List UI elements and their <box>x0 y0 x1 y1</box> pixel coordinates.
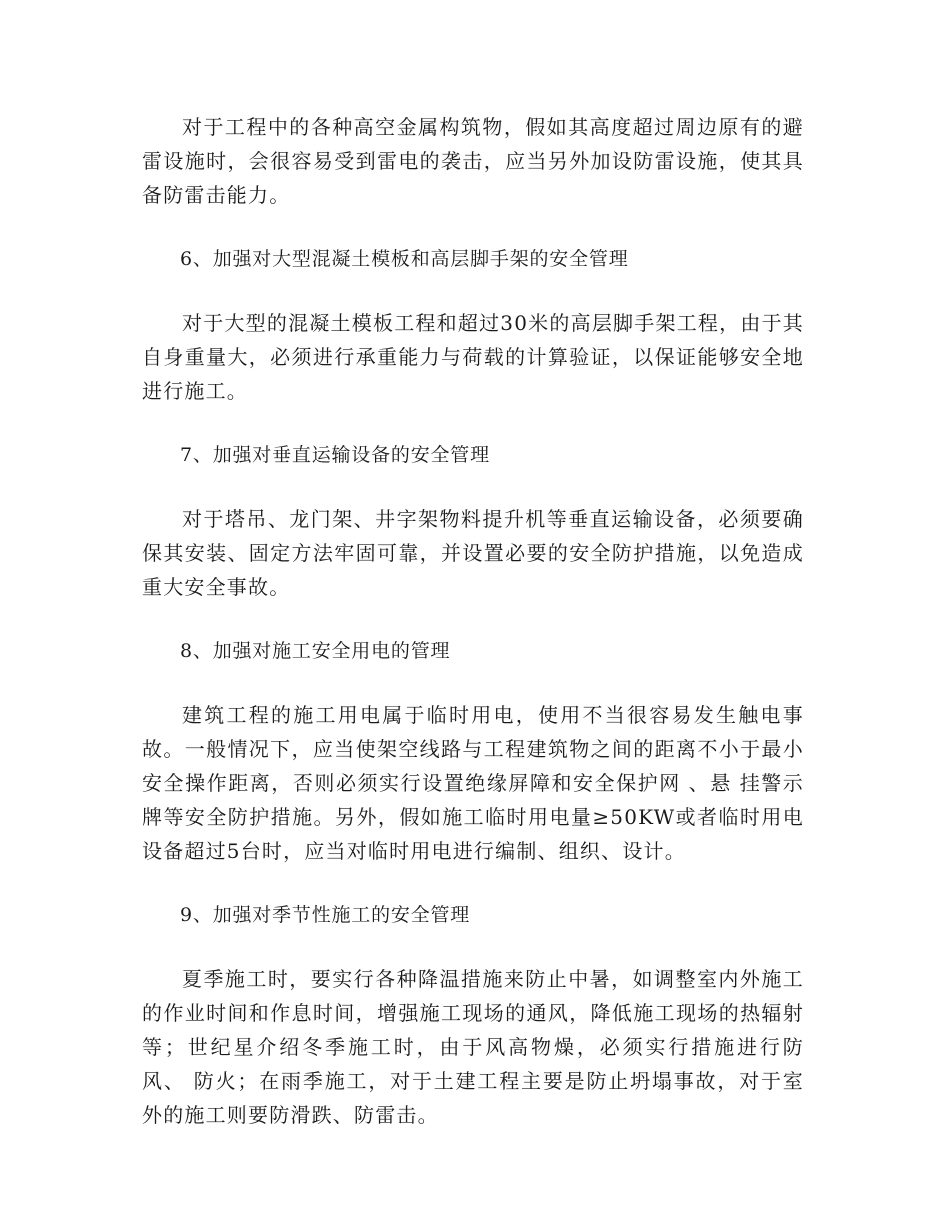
section-heading-7: 7、加强对垂直运输设备的安全管理 <box>180 444 490 466</box>
paragraph-vertical-transport: 对于塔吊、龙门架、井字架物料提升机等垂直运输设备，必须要确保其安装、固定方法牢固可靠，并设置必要的安全防护措施，以免造成重大安全事故。 <box>142 507 804 599</box>
section-heading-6: 6、加强对大型混凝土模板和高层脚手架的安全管理 <box>180 248 629 270</box>
paragraph-formwork-scaffold: 对于大型的混凝土模板工程和超过30米的高层脚手架工程，由于其自身重量大，必须进行承重能力与荷载的计算验证，以保证能够安全地进行施工。 <box>142 311 804 403</box>
section-heading-9: 9、加强对季节性施工的安全管理 <box>180 904 471 926</box>
paragraph-lightning-protection: 对于工程中的各种高空金属构筑物，假如其高度超过周边原有的避雷设施时，会很容易受到雷电的袭击，应当另外加设防雷设施，使其具备防雷击能力。 <box>142 115 804 207</box>
paragraph-electricity-safety: 建筑工程的施工用电属于临时用电，使用不当很容易发生触电事故。一般情况下，应当使架空线路与工程建筑物之间的距离不小于最小安全操作距离，否则必须实行设置绝缘屏障和安全保护网 、悬 挂警示牌等安全防护措施。另外，假如施工临时用电量≥50KW或者临时用电设备超过5台时，应当对临时用电进行编制、组织、设计。 <box>142 703 804 863</box>
section-heading-8: 8、加强对施工安全用电的管理 <box>180 640 451 662</box>
document-body <box>142 110 804 1162</box>
paragraph-seasonal-construction: 夏季施工时，要实行各种降温措施来防止中暑，如调整室内外施工的作业时间和作息时间，增强施工现场的通风，降低施工现场的热辐射等；世纪星介绍冬季施工时，由于风高物燥，必须实行措施进行防 风、 防火；在雨季施工，对于土建工程主要是防止坍塌事故，对于室外的施工则要防滑跌、防雷击。 <box>142 967 804 1127</box>
